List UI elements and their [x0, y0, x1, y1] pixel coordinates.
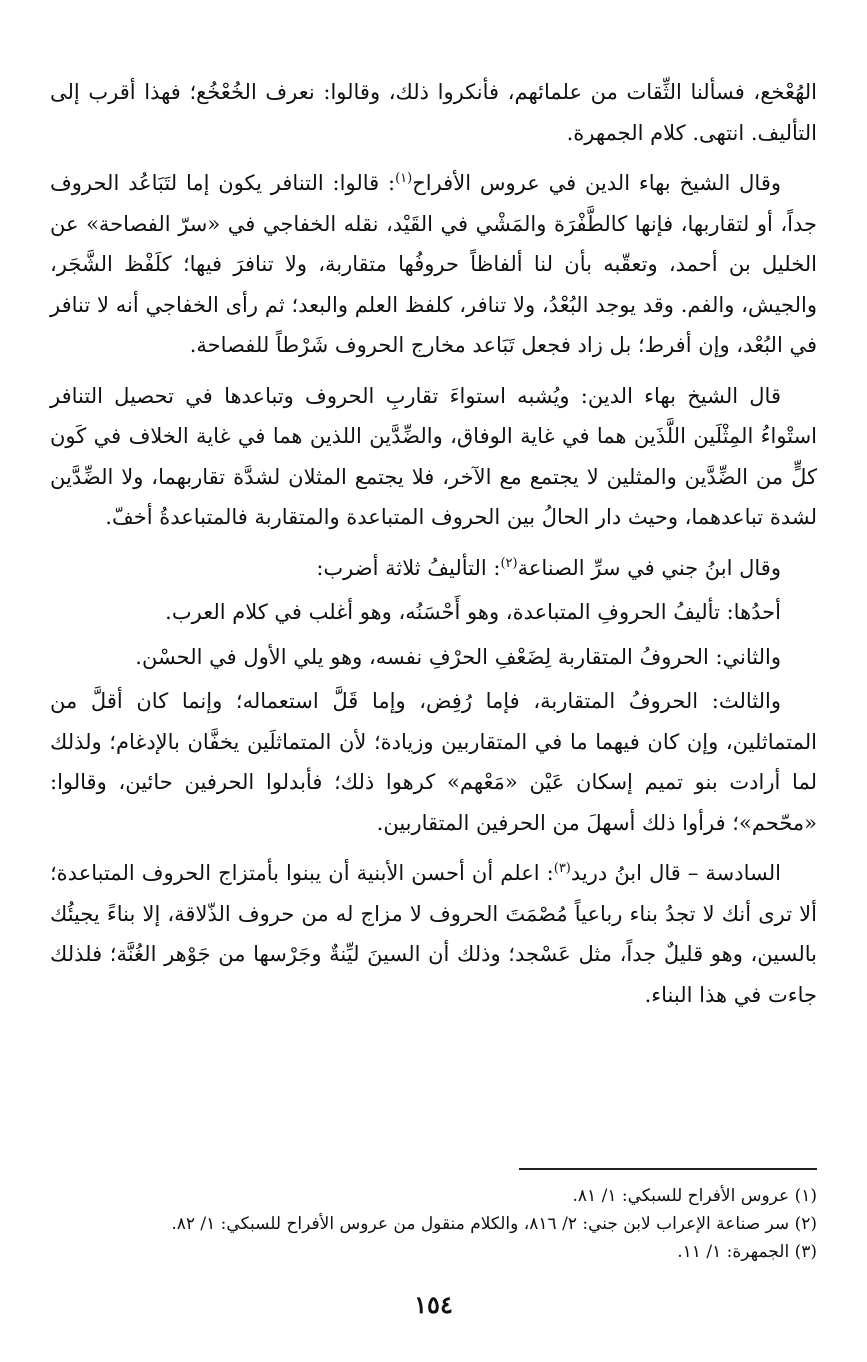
paragraph-second-type: والثاني: الحروفُ المتقاربة لِضَعْفِ الحرْفِ نفسه، وهو يلي الأول في الحسْن. [135, 644, 781, 669]
paragraph-first-type: أحدُها: تأليفُ الحروفِ المتباعدة، وهو أَحْسَنُه، وهو أغلب في كلام العرب. [165, 600, 781, 624]
paragraph-bahaa-aldin-1 [50, 163, 817, 366]
paragraph-text: : اعلم أن أحسن الأبنية أن يبنوا بأمتزاج الحروف المتباعدة؛ ألا ترى أنك لا تجدُ بناء رباعياً مُصْمَتَ الحروف لا مزاج له من حروف الذّلاقة، إلا بناءً يجيئُك بالسين، وهو قليلٌ جداً، مثل عَسْجد؛ وذلك أن السينَ ليِّنةٌ وجَرْسها من جَوْهر الغُنَّة؛ فلذلك جاءت في هذا البناء. [50, 861, 817, 1007]
paragraph-text: وقال الشيخ بهاء الدين في عروس الأفراح [412, 171, 781, 195]
footnote-1: (١) عروس الأفراح للسبكي: ١/ ٨١. [572, 1186, 817, 1206]
paragraph-text: : قالوا: التنافر يكون إما لتَبَاعُد الحروف جداً، أو لتقاربها، فإنها كالطَّفْرَة والمَشْي في القَيْد، نقله الخفاجي في «سرّ الفصاحة» عن الخليل بن أحمد، وتعقّبه بأن لنا ألفاظاً حروفُها متقاربة، ولا تنافرَ فيها؛ كلَفْظ الشَّجَر، والجيش، والفم. وقد يوجد البُعْدُ، ولا تنافر، كلفظ العلم والبعد؛ ثم رأى الخفاجي أنه لا تنافر في البُعْد، وإن أفرط؛ بل زاد فجعل تَبَاعد مخارج الحروف شَرْطاً للفصاحة. [50, 171, 817, 357]
paragraph-sixth-ibn-durayd [50, 853, 817, 1015]
footnote-2: (٢) سر صناعة الإعراب لابن جني: ٢/ ٨١٦، والكلام منقول من عروس الأفراح للسبكي: ١/ ٨٢. [171, 1214, 817, 1234]
paragraph-text: : التأليفُ ثلاثة أضرب: [316, 555, 501, 580]
footnote-ref-3: (٣) [553, 861, 571, 876]
paragraph-third-type: والثالث: الحروفُ المتقاربة، فإما رُفِض، وإما قَلَّ استعماله؛ وإنما كان أقلَّ من المتماثلين، وإن كان فيهما ما في المتقاربين وزيادة؛ لأن المتماثلَين يخفَّان بالإدغام؛ ولذلك لما أرادت بنو تميم إسكان عَيْن «مَعْهم» كرهوا ذلك؛ فأبدلوا الحرفين حائين، وقالوا: «محّحم»؛ فرأوا ذلك أسهلَ من الحرفين المتقاربين. [50, 689, 817, 835]
paragraph-ibn-jinni [50, 548, 817, 589]
page-number: ١٥٤ [414, 1290, 453, 1319]
paragraph-text: وقال ابنُ جني في سرِّ الصناعة [517, 555, 781, 580]
paragraph-text: السادسة – قال ابنُ دريد [570, 861, 781, 885]
paragraph-bahaa-aldin-2: قال الشيخ بهاء الدين: ويُشبه استواءَ تقاربِ الحروف وتباعدها في تحصيل التنافر استْواءُ المِثْلَين اللَّذَين هما في غاية الوفاق، والضِّدَّين اللذين هما في غاية الخلاف في كَون كلٍّ من الضِّدَّين والمثلين لا يجتمع مع الآخر، فلا يجتمع المثلان لشدَّة تقاربهما، ولا الضِّدَّين لشدة تباعدهما، وحيث دار الحالُ بين الحروف المتباعدة والمتقاربة فالمتباعدةُ أخفّ. [50, 383, 817, 529]
page-body [50, 72, 817, 1015]
footnote-ref-2: (٢) [500, 555, 518, 571]
footnotes [50, 1182, 817, 1266]
footnote-ref-1: (١) [395, 171, 413, 186]
footnote-divider [519, 1168, 817, 1170]
paragraph-jamhara-end: الهُعْخع، فسألنا الثِّقات من علمائهم، فأنكروا ذلك، وقالوا: نعرف الخُعْخُع؛ فهذا أقرب إلى التأليف. انتهى. كلام الجمهرة. [50, 80, 817, 145]
footnote-3: (٣) الجمهرة: ١/ ١١. [677, 1242, 817, 1262]
